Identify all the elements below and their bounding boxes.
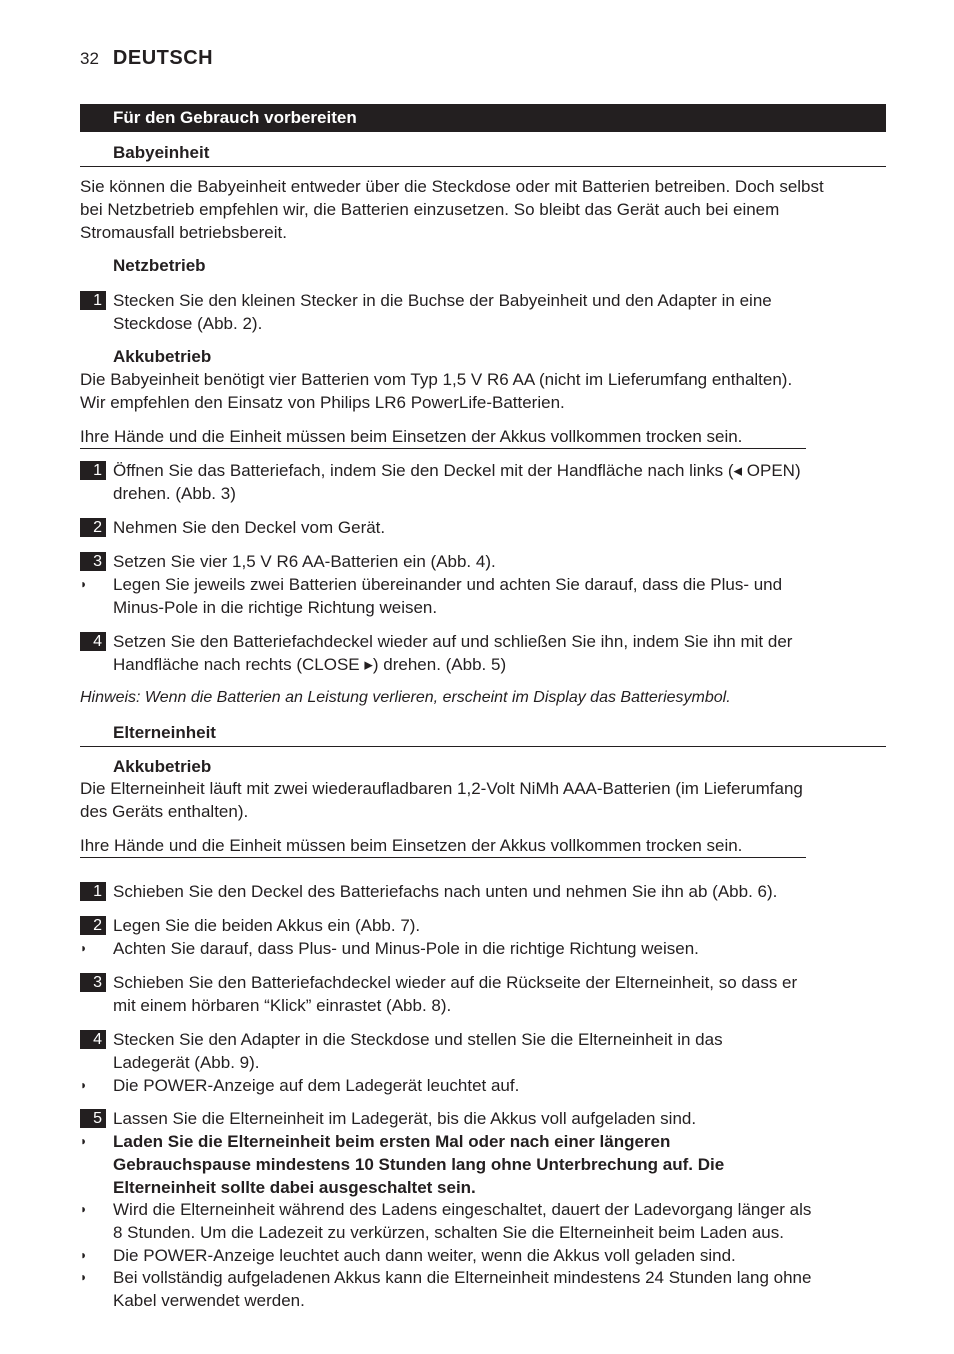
bullet-icon: ◗: [80, 1202, 88, 1216]
text-line: Minus-Pole in die richtige Richtung weisen.: [113, 598, 438, 617]
bullet-icon: ◗: [80, 941, 88, 955]
bullet-text: Die POWER-Anzeige leuchtet auch dann weiter, wenn die Akkus voll geladen sind.: [113, 1246, 736, 1265]
language-title: DEUTSCH: [112, 47, 214, 69]
text-line: Wir empfehlen den Einsatz von Philips LR6 PowerLife-Batterien.: [80, 393, 565, 412]
text-line: Stecken Sie den kleinen Stecker in die Buchse der Babyeinheit und den Adapter in eine: [113, 291, 772, 310]
parent-battery-intro: [80, 777, 886, 823]
text-line: Wird die Elterneinheit während des Ladens eingeschaltet, dauert der Ladevorgang länger als: [113, 1200, 812, 1219]
text-line: Handfläche nach rechts (CLOSE ▸) drehen. (Abb. 5): [113, 655, 507, 674]
babyunit-intro: [80, 175, 886, 244]
step-number: 3: [80, 973, 106, 992]
bullet-icon: ◗: [80, 1078, 88, 1092]
step-text: [113, 1028, 883, 1074]
step-number: 4: [80, 1030, 106, 1049]
text-line: drehen. (Abb. 3): [113, 484, 236, 503]
text-line: Setzen Sie den Batteriefachdeckel wieder auf und schließen Sie ihn, indem Sie ihn mit der: [113, 632, 793, 651]
parent-battery-heading: Akkubetrieb: [113, 757, 212, 776]
text-line: Ladegerät (Abb. 9).: [113, 1053, 260, 1072]
step-number: 3: [80, 552, 106, 571]
step-number: 4: [80, 632, 106, 651]
step-text: Legen Sie die beiden Akkus ein (Abb. 7).: [113, 916, 421, 935]
step-text: Schieben Sie den Deckel des Batteriefachs nach unten und nehmen Sie ihn ab (Abb. 6).: [113, 882, 778, 901]
bullet-text: Die POWER-Anzeige auf dem Ladegerät leuchtet auf.: [113, 1076, 520, 1095]
text-line: des Geräts enthalten).: [80, 802, 249, 821]
text-line: Öffnen Sie das Batteriefach, indem Sie den Deckel mit der Handfläche nach links (◂ OPEN): [113, 461, 801, 480]
bullet-text: [113, 1266, 883, 1312]
text-line: Stecken Sie den Adapter in die Steckdose und stellen Sie die Elterneinheit in das: [113, 1030, 723, 1049]
step-number: 2: [80, 916, 106, 935]
divider: [80, 166, 886, 167]
bullet-icon: ◗: [80, 577, 88, 591]
dry-hands-warning: Ihre Hände und die Einheit müssen beim Einsetzen der Akkus vollkommen trocken sein.: [80, 834, 806, 858]
step-text: [113, 289, 883, 335]
battery-heading: Akkubetrieb: [113, 347, 212, 366]
bullet-icon: ◗: [80, 1270, 88, 1284]
step-number: 1: [80, 291, 106, 310]
step-number: 5: [80, 1109, 106, 1128]
battery-intro: [80, 368, 886, 414]
text-line: 8 Stunden. Um die Ladezeit zu verkürzen, schalten Sie die Elterneinheit beim Laden aus.: [113, 1223, 784, 1242]
text-line: Bei vollständig aufgeladenen Akkus kann die Elterneinheit mindestens 24 Stunden lang ohne: [113, 1268, 812, 1287]
step-text: Nehmen Sie den Deckel vom Gerät.: [113, 518, 386, 537]
bullet-text: [113, 1198, 883, 1244]
bullet-icon: ◗: [80, 1248, 88, 1262]
divider: [80, 746, 886, 747]
parentunit-heading: Elterneinheit: [113, 723, 216, 742]
babyunit-heading: Babyeinheit: [113, 143, 210, 162]
text-line: Gebrauchspause mindestens 10 Stunden lang ohne Unterbrechung auf. Die: [113, 1155, 725, 1174]
text-line: Schieben Sie den Batteriefachdeckel wieder auf die Rückseite der Elterneinheit, so dass er: [113, 973, 798, 992]
text-line: mit einem hörbaren “Klick” einrastet (Abb. 8).: [113, 996, 452, 1015]
section-title-bar: Für den Gebrauch vorbereiten: [80, 104, 886, 132]
step-text: Setzen Sie vier 1,5 V R6 AA-Batterien ein (Abb. 4).: [113, 552, 496, 571]
text-line: Steckdose (Abb. 2).: [113, 314, 263, 333]
bullet-icon: ◗: [80, 1134, 88, 1148]
step-number: 1: [80, 882, 106, 901]
page-number: 32: [80, 49, 99, 68]
step-text: [113, 971, 883, 1017]
text-line: Die Elterneinheit läuft mit zwei wiederaufladbaren 1,2-Volt NiMh AAA-Batterien (im Lieferumfang: [80, 779, 803, 798]
step-number: 1: [80, 461, 106, 480]
text-line: Laden Sie die Elterneinheit beim ersten Mal oder nach einer längeren: [113, 1132, 671, 1151]
text-line: Die Babyeinheit benötigt vier Batterien vom Typ 1,5 V R6 AA (nicht im Lieferumfang enthalten).: [80, 370, 793, 389]
text-line: Stromausfall betriebsbereit.: [80, 223, 287, 242]
text-line: Elterneinheit sollte dabei ausgeschaltet sein.: [113, 1178, 476, 1197]
step-text: [113, 630, 883, 676]
text-line: Sie können die Babyeinheit entweder über die Steckdose oder mit Batterien betreiben. Doch selbst: [80, 177, 824, 196]
battery-note: Hinweis: Wenn die Batterien an Leistung verlieren, erscheint im Display das Batteriesymbol.: [80, 689, 731, 706]
step-text: Lassen Sie die Elterneinheit im Ladegerät, bis die Akkus voll aufgeladen sind.: [113, 1109, 697, 1128]
page-header: [80, 47, 213, 70]
bullet-text: Achten Sie darauf, dass Plus- und Minus-Pole in die richtige Richtung weisen.: [113, 939, 699, 958]
text-line: bei Netzbetrieb empfehlen wir, die Batterien einzusetzen. So bleibt das Gerät auch bei einem: [80, 200, 780, 219]
text-line: Legen Sie jeweils zwei Batterien übereinander und achten Sie darauf, dass die Plus- und: [113, 575, 783, 594]
step-text: [113, 459, 883, 505]
dry-hands-warning: Ihre Hände und die Einheit müssen beim Einsetzen der Akkus vollkommen trocken sein.: [80, 425, 806, 449]
bullet-text: [113, 573, 883, 619]
bullet-text: [113, 1130, 883, 1199]
text-line: Kabel verwendet werden.: [113, 1291, 305, 1310]
step-number: 2: [80, 518, 106, 537]
mains-heading: Netzbetrieb: [113, 256, 206, 275]
